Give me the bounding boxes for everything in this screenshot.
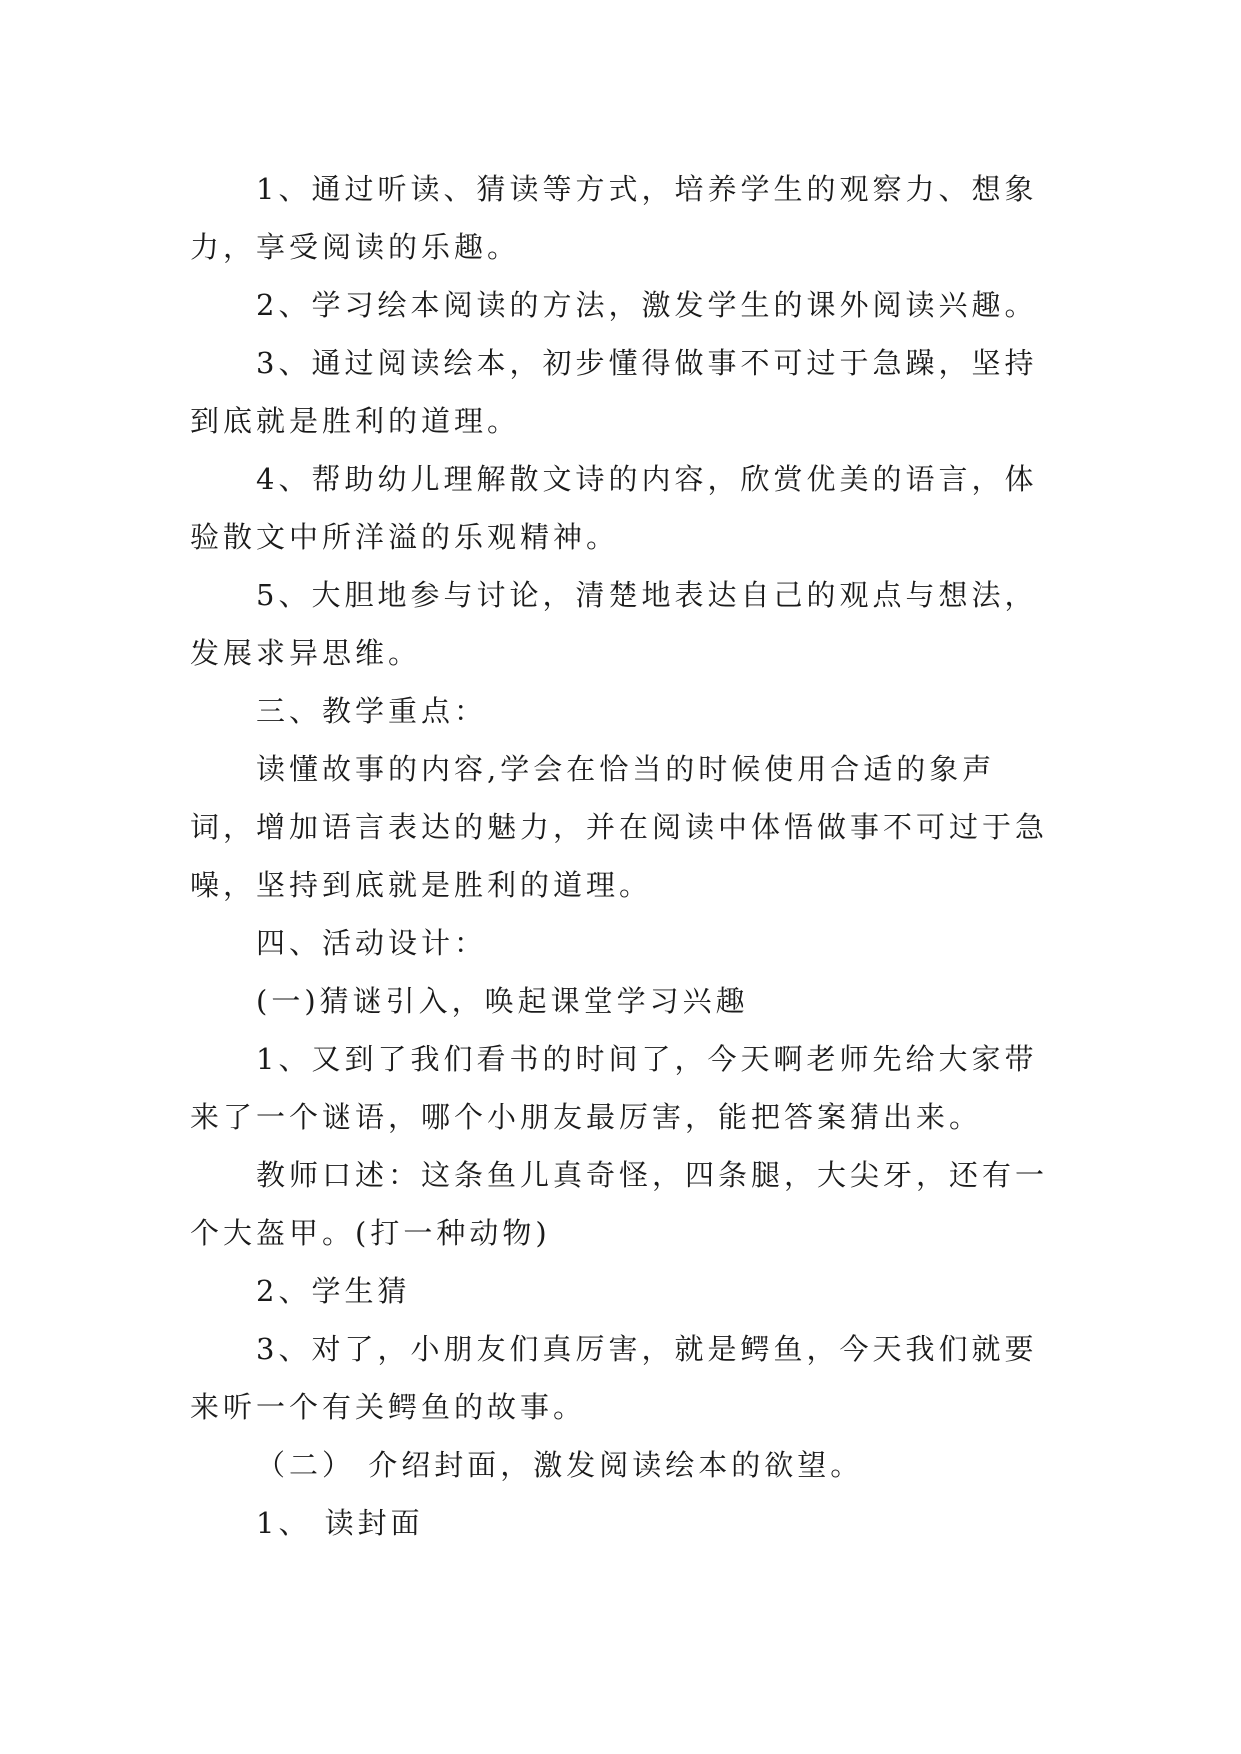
paragraph-objective-1: 1、通过听读、猜读等方式，培养学生的观察力、想象力，享受阅读的乐趣。 [190,172,1038,264]
paragraph-riddle-text: 教师口述：这条鱼儿真奇怪，四条腿，大尖牙，还有一个大盔甲。(打一种动物) [190,1158,1049,1250]
paragraph-key-points: 读懂故事的内容,学会在恰当的时候使用合适的象声词，增加语言表达的魅力，并在阅读中体悟做事不可过于急噪，坚持到底就是胜利的道理。 [190,752,1049,902]
subsection-heading-riddle: (一)猜谜引入，唤起课堂学习兴趣 [256,984,749,1018]
document-body [190,160,1050,1552]
paragraph-objective-5: 5、大胆地参与讨论，清楚地表达自己的观点与想法，发展求异思维。 [190,578,1038,670]
paragraph-objective-4: 4、帮助幼儿理解散文诗的内容，欣赏优美的语言，体验散文中所洋溢的乐观精神。 [190,462,1038,554]
section-heading-key-points: 三、教学重点： [256,694,488,728]
paragraph-objective-2: 2、学习绘本阅读的方法，激发学生的课外阅读兴趣。 [256,288,1038,322]
paragraph-answer: 3、对了，小朋友们真厉害，就是鳄鱼，今天我们就要来听一个有关鳄鱼的故事。 [190,1332,1038,1424]
paragraph-riddle-intro: 1、又到了我们看书的时间了，今天啊老师先给大家带来了一个谜语，哪个小朋友最厉害，能把答案猜出来。 [190,1042,1038,1134]
paragraph-objective-3: 3、通过阅读绘本，初步懂得做事不可过于急躁，坚持到底就是胜利的道理。 [190,346,1038,438]
subsection-heading-cover: （二） 介绍封面，激发阅读绘本的欲望。 [256,1448,864,1482]
paragraph-students-guess: 2、学生猜 [256,1274,411,1308]
section-heading-activity-design: 四、活动设计： [256,926,488,960]
paragraph-read-cover: 1、 读封面 [256,1506,424,1540]
